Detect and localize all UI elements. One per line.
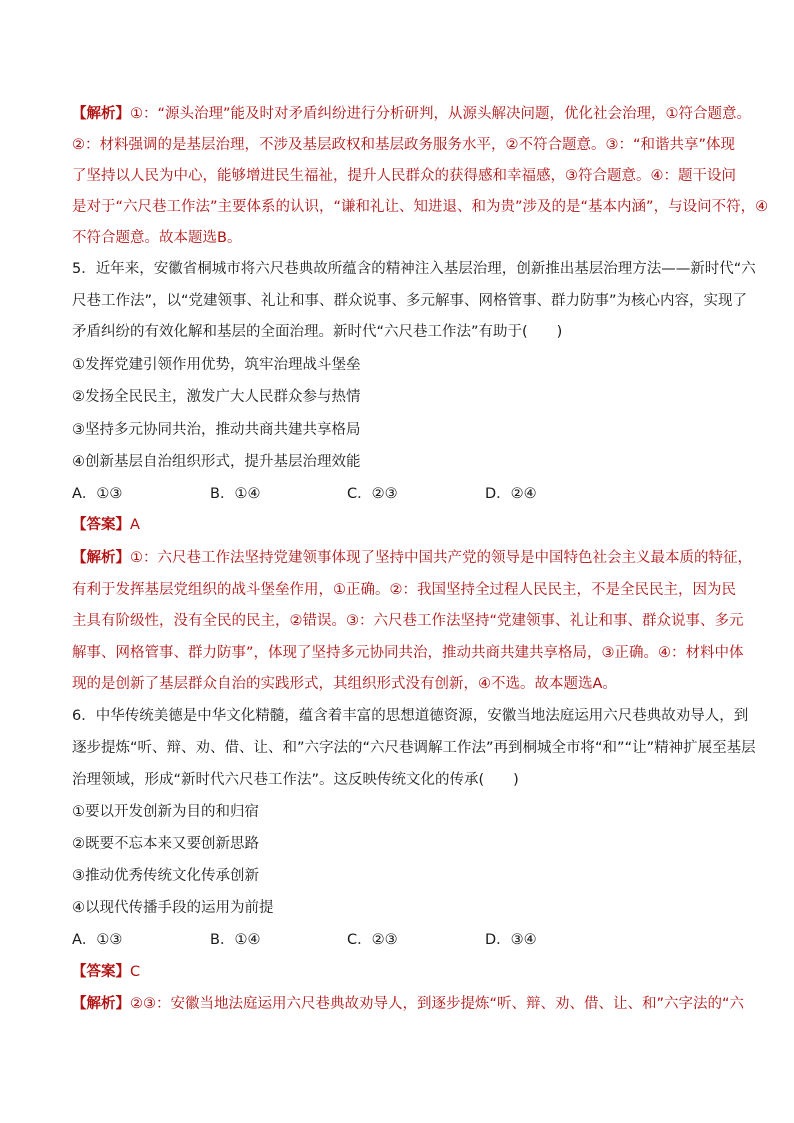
analysis-4-line-4: 是对于“六尺巷工作法”主要体系的认识，“谦和礼让、知进退、和为贵”涉及的是“基本内涵”，与设问不符，④ [72,199,769,215]
question-6-option-b: B．①④ [210,932,261,948]
analysis-label: 【解析】 [72,550,130,566]
question-6-option-d: D．③④ [485,932,537,948]
analysis-4-line-1: 【解析】①：“源头治理”能及时对矛盾纠纷进行分析研判，从源头解决问题，优化社会治理，①符合题意。 [72,106,752,122]
question-6-item-2: ②既要不忘本来又要创新思路 [72,836,259,852]
question-5-answer [72,515,732,535]
question-6-stem-line-1: 6．中华传统美德是中华文化精髓，蕴含着丰富的思想道德资源，安徽当地法庭运用六尺巷典故劝导人，到 [72,708,749,724]
question-5-analysis-line-2: 有利于发挥基层党组织的战斗堡垒作用，①正确。②：我国坚持全过程人民民主，不是全民民主，因为民 [72,582,736,598]
question-6-item-4: ④以现代传播手段的运用为前提 [72,900,274,916]
answer-label: 【答案】 [72,517,130,533]
question-6-option-c: C．②③ [347,932,398,948]
question-5-option-b: B．①④ [210,486,261,502]
question-6-answer [72,962,732,982]
question-6-item-3: ③推动优秀传统文化传承创新 [72,868,259,884]
answer-value: A [130,517,140,533]
question-5-analysis-line-1: 【解析】①：六尺巷工作法坚持党建领事体现了坚持中国共产党的领导是中国特色社会主义最本质的特征， [72,550,752,566]
analysis-4-line-2: ②：材料强调的是基层治理，不涉及基层政权和基层政务服务水平，②不符合题意。③：“和谐共享”体现 [72,137,736,153]
question-5-item-1: ①发挥党建引领作用优势，筑牢治理战斗堡垒 [72,357,361,373]
question-5-option-c: C．②③ [347,486,398,502]
answer-label: 【答案】 [72,964,130,980]
analysis-label: 【解析】 [72,106,130,122]
question-5-item-2: ②发扬全民民主，激发广大人民群众参与热情 [72,389,361,405]
question-5-analysis-line-3: 主具有阶级性，没有全民的民主，②错误。③：六尺巷工作法坚持“党建领事、礼让和事、群众说事、多元 [72,613,744,629]
question-5-item-4: ④创新基层自治组织形式，提升基层治理效能 [72,454,361,470]
question-5-analysis-line-5: 现的是创新了基层群众自治的实践形式，其组织形式没有创新，④不选。故本题选A。 [72,676,617,692]
analysis-label: 【解析】 [72,996,130,1012]
question-5-option-d: D．②④ [485,486,537,502]
question-5-stem-line-2: 尺巷工作法”，以“党建领事、礼让和事、群众说事、多元解事、网格管事、群力防事”为核心内容，实现了 [72,293,748,309]
question-6-stem-line-3: 治理领域，形成“新时代六尺巷工作法”。这反映传统文化的传承( ) [72,772,519,788]
question-5-analysis-line-4: 解事、网格管事、群力防事”，体现了坚持多元协同共治，推动共商共建共享格局，③正确。④：材料中体 [72,645,744,661]
question-5-stem-line-1: 5．近年来，安徽省桐城市将六尺巷典故所蕴含的精神注入基层治理，创新推出基层治理方法——新时代“六 [72,261,756,277]
question-6-analysis-line-1: 【解析】②③：安徽当地法庭运用六尺巷典故劝导人，到逐步提炼“听、辩、劝、借、让、和”六字法的“六 [72,996,745,1012]
analysis-4-line-5: 不符合题意。故本题选B。 [72,230,242,246]
analysis-4-line-3: 了坚持以人民为中心，能够增进民生福祉，提升人民群众的获得感和幸福感，③符合题意。④：题干设问 [72,168,736,184]
answer-value: C [130,964,141,980]
question-6-item-1: ①要以开发创新为目的和归宿 [72,804,259,820]
question-5-item-3: ③坚持多元协同共治，推动共商共建共享格局 [72,422,361,438]
question-5-option-a: A．①③ [72,486,123,502]
question-5-stem-line-3: 矛盾纠纷的有效化解和基层的全面治理。新时代“六尺巷工作法”有助于( ) [72,324,563,340]
question-6-stem-line-2: 逐步提炼“听、辩、劝、借、让、和”六字法的“六尺巷调解工作法”再到桐城全市将“和”“让”精神扩展至基层 [72,740,756,756]
question-6-option-a: A．①③ [72,932,123,948]
